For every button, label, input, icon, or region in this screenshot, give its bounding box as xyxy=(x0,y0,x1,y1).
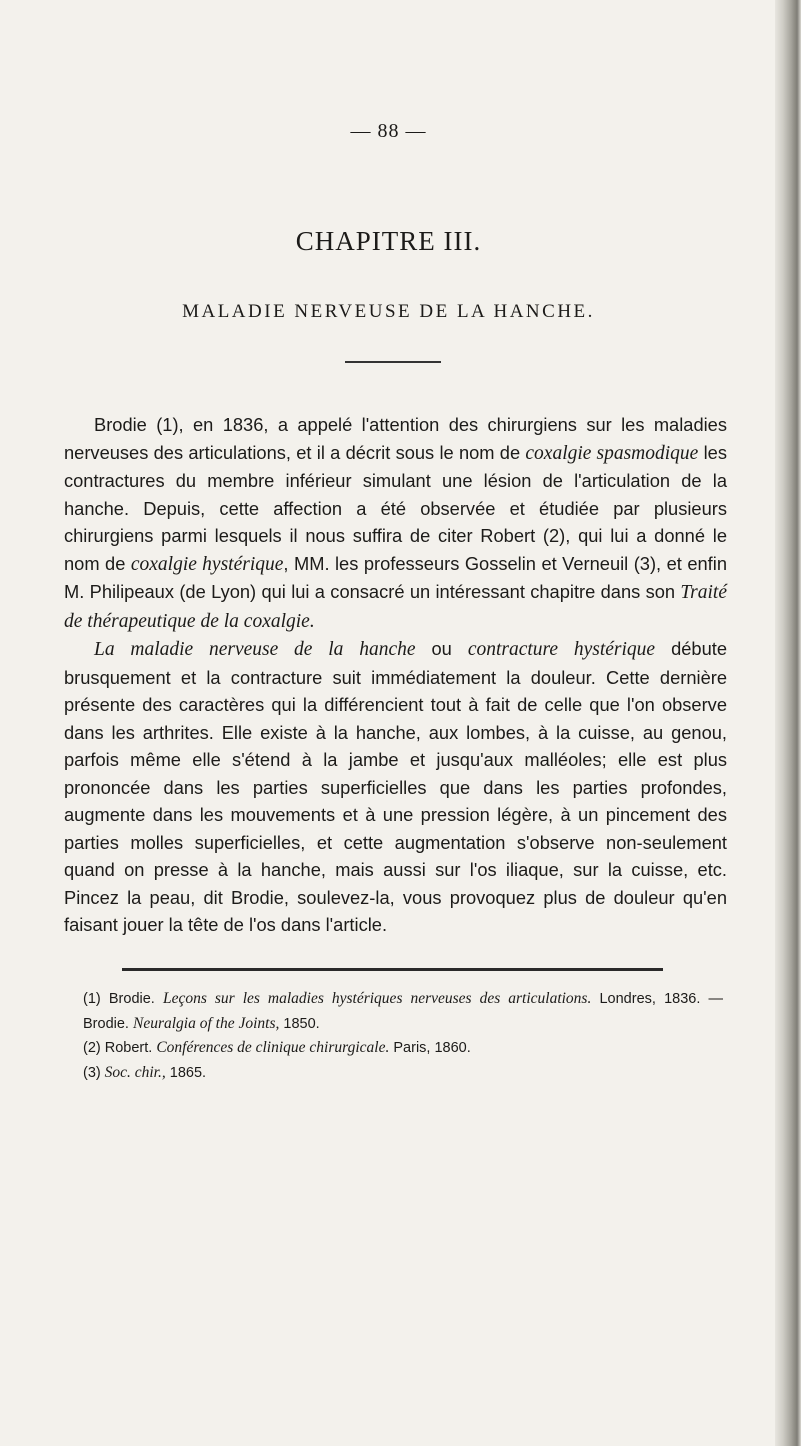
p1-italic-1: coxalgie spasmodique xyxy=(525,442,699,464)
footnotes xyxy=(83,987,723,1085)
footnote-1-rest-2: 1850. xyxy=(279,1015,320,1032)
p2-text-2: débute brusquement et la contracture suit immédiatement la douleur. Cette dernière présente des caractères qui la différencient tout à fait de celle que l'on observe dans les arthrites. Elle existe à la hanche, aux lombes, à la cuisse, au genou, parfois même elle s'étend à la jambe et jusqu'aux malléoles; elle est plus prononcée dans les parties superficielles que dans les parties profondes, augmente dans les mouvements et à une pression légère, à un pincement des parties molles superficielles, et cette augmentation s'observe non-seulement quand on presse à la hanche, mais aussi sur l'os iliaque, sur la cuisse, etc. Pincez la peau, dit Brodie, soulevez-la, vous provoquez plus de douleur qu'en faisant jouer la tête de l'os dans l'article. xyxy=(64,638,727,935)
chapter-subtitle: MALADIE NERVEUSE DE LA HANCHE. xyxy=(182,301,595,322)
footnote-2 xyxy=(83,1036,723,1061)
p1-italic-3: Traité de thérapeutique de la coxalgie. xyxy=(64,582,727,632)
footnote-2-num: (2) xyxy=(83,1040,101,1056)
footnote-2-rest: Paris, 1860. xyxy=(389,1040,471,1056)
page-number: — 88 — xyxy=(350,120,427,142)
footnote-1-title-2: Neuralgia of the Joints, xyxy=(132,1014,280,1032)
p1-text-2: les contractures du membre inférieur simulant une lésion de l'articulation de la hanche. Depuis, cette affection a été observée et étudiée par plusieurs chirurgiens parmi lesquels il nous suffira de citer Robert (2), qui lui a donné le nom de xyxy=(64,441,727,574)
footnote-1 xyxy=(83,987,723,1036)
footnote-3-num: (3) xyxy=(83,1064,101,1081)
title-divider xyxy=(345,361,441,363)
footnote-2-author: Robert. xyxy=(100,1040,157,1056)
p1-italic-2: coxalgie hystérique xyxy=(130,553,284,575)
p2-italic-1: La maladie nerveuse de la hanche xyxy=(94,639,416,660)
chapter-title: CHAPITRE III. xyxy=(295,226,482,256)
body-text xyxy=(64,411,727,939)
footnote-3-rest: 1865. xyxy=(165,1064,207,1081)
footnote-1-author: Brodie. xyxy=(100,991,163,1007)
footnote-divider xyxy=(122,968,663,971)
footnote-1-num: (1) xyxy=(83,991,101,1007)
p2-text-1: ou xyxy=(415,638,468,659)
footnote-2-title: Conférences de clinique chirurgicale. xyxy=(156,1039,390,1056)
p2-italic-2: contracture hystérique xyxy=(467,639,656,660)
p1-text-1: Brodie (1), en 1836, a appelé l'attention des chirurgiens sur les maladies nerveuses des articulations, et il a décrit sous le nom de xyxy=(64,414,727,463)
p1-text-3: , MM. les professeurs Gosselin et Verneuil (3), et enfin M. Philipeaux (de Lyon) qui lui a consacré un intéressant chapitre dans son xyxy=(64,552,727,602)
footnote-3-title: Soc. chir., xyxy=(100,1063,166,1081)
footnote-1-title: Leçons sur les maladies hystériques nerveuses des articulations. xyxy=(162,990,592,1007)
footnote-3 xyxy=(83,1061,723,1086)
page-edge xyxy=(775,0,801,1446)
paragraph-2 xyxy=(64,635,727,939)
paragraph-1 xyxy=(64,411,727,635)
footnote-1-rest: Londres, 1836. — Brodie. xyxy=(83,991,724,1032)
